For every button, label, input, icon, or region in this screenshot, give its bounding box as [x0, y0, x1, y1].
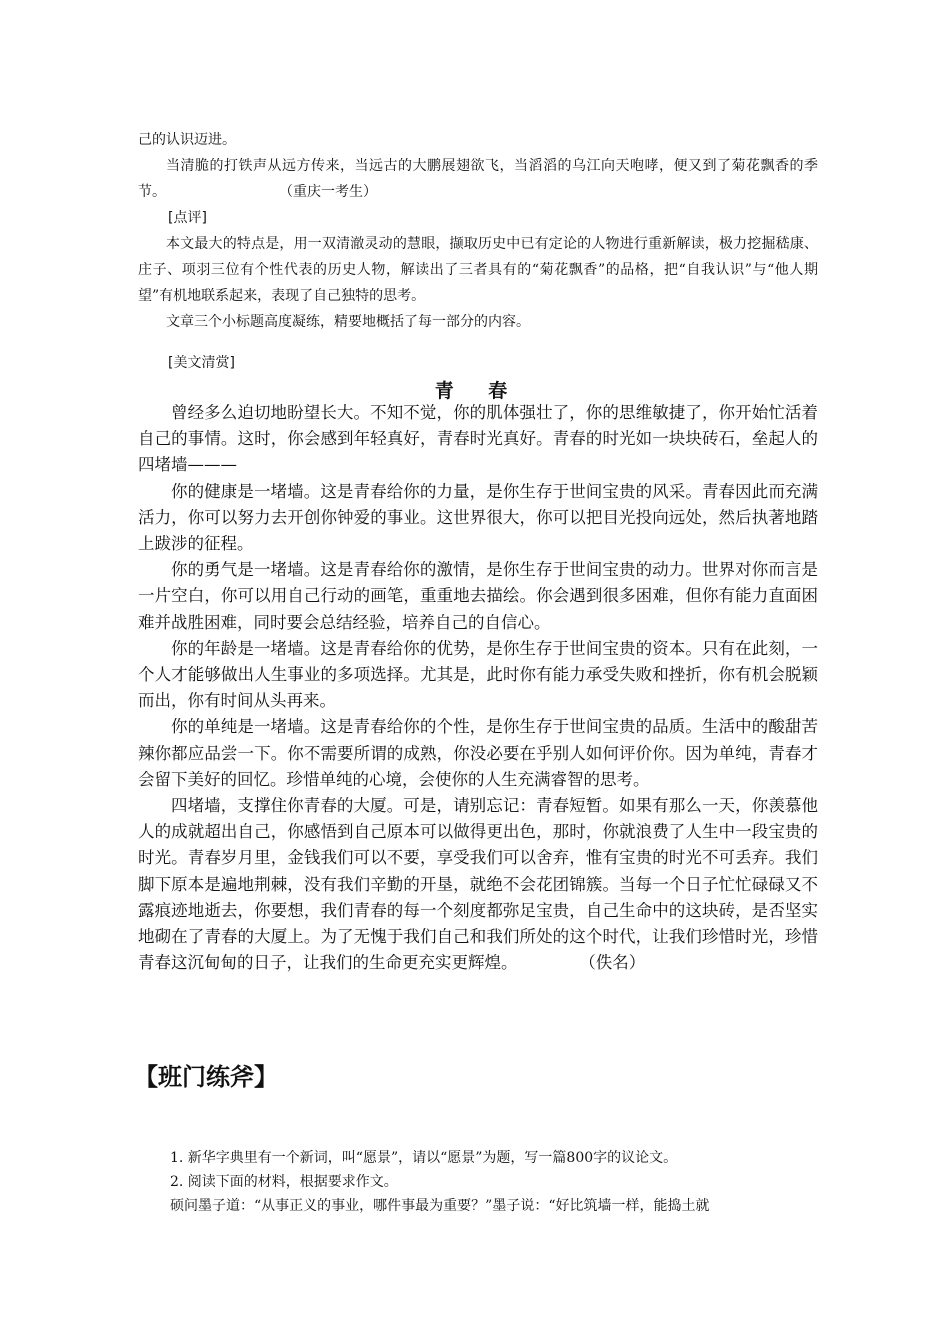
essay-paragraph: 你的年龄是一堵墙。这是青春给你的优势，是你生存于世间宝贵的资本。只有在此刻，一个人才能够做出人生事业的多项选择。尤其是，此时你有能力承受失败和挫折，你有机会脱颖而出，你有时间从头再来。 [138, 638, 818, 711]
comment-paragraph-1: 本文最大的特点是，用一双清澈灵动的慧眼，撷取历史中已有定论的人物进行重新解读，极力挖掘嵇康、庄子、项羽三位有个性代表的历史人物，解读出了三者具有的“菊花飘香”的品格，把“自我认识”与“他人期望”有机地联系起来，表现了自己独特的思考。 [138, 236, 818, 304]
essay-paragraph-text: 四堵墙，支撑住你青春的大厦。可是，请别忘记：青春短暂。如果有那么一天，你羡慕他人的成就超出自己，你感悟到自己原本可以做得更出色，那时，你就浪费了人生中一段宝贵的时光。青春岁月里，金钱我们可以不要，享受我们可以舍弃，惟有宝贵的时光不可丢弃。我们脚下原本是遍地荆棘，没有我们辛勤的开垦，就绝不会花团锦簇。当每一个日子忙忙碌碌又不露痕迹地逝去，你要想，我们青春的每一个刻度都弥足宝贵，自己生命中的这块砖，是否坚实地砌在了青春的大厦上。为了无愧于我们自己和我们所处的这个时代，让我们珍惜时光，珍惜青春这沉甸甸的日子，让我们的生命更充实更辉煌。 [138, 796, 818, 973]
appreciation-section [138, 350, 818, 376]
practice-items [170, 1146, 820, 1218]
essay-paragraph: 曾经多么迫切地盼望长大。不知不觉，你的肌体强壮了，你的思维敏捷了，你开始忙活着自己的事情。这时，你会感到年轻真好，青春时光真好。青春的时光如一块块砖石，垒起人的四堵墙——— [138, 403, 818, 475]
practice-heading: 【班门练斧】 [134, 1063, 278, 1091]
essay-paragraph: 你的勇气是一堵墙。这是青春给你的激情，是你生存于世间宝贵的动力。世界对你而言是一片空白，你可以用自己行动的画笔，重重地去描绘。你会遇到很多困难，但你有能力直面困难并战胜困难，同时要会总结经验，培养自己的自信心。 [138, 560, 818, 632]
essay-paragraph: 你的单纯是一堵墙。这是青春给你的个性，是你生存于世间宝贵的品质。生活中的酸甜苦辣你都应品尝一下。你不需要所谓的成熟，你没必要在乎别人如何评价你。因为单纯，青春才会留下美好的回忆。珍惜单纯的心境，会使你的人生充满睿智的思考。 [138, 717, 818, 789]
practice-item-2: 2. 阅读下面的材料，根据要求作文。 [170, 1174, 398, 1190]
previous-essay-source: （重庆一考生） [286, 184, 377, 200]
essay-title: 青 春 [434, 380, 522, 402]
practice-section [134, 1057, 814, 1092]
previous-essay-text: 当清脆的打铁声从远方传来，当远古的大鹏展翅欲飞，当滔滔的乌江向天咆哮，便又到了菊花飘香的季节。 [138, 158, 818, 200]
essay-paragraph: 你的健康是一堵墙。这是青春给你的力量，是你生存于世间宝贵的风采。青春因此而充满活力，你可以努力去开创你钟爱的事业。这世界很大，你可以把目光投向远处，然后执著地踏上跋涉的征程。 [138, 481, 818, 554]
comment-paragraph-2: 文章三个小标题高度凝练，精要地概括了每一部分的内容。 [166, 314, 530, 330]
appreciation-label: [美文清赏] [168, 355, 235, 371]
previous-essay-ending [138, 127, 818, 205]
previous-essay-paragraph [138, 153, 818, 205]
essay-body [138, 400, 818, 976]
comment-section [138, 205, 818, 335]
practice-item-1: 1. 新华字典里有一个新词，叫“愿景”，请以“愿景”为题，写一篇800字的议论文。 [170, 1150, 678, 1166]
practice-material: 硕问墨子道：“从事正义的事业，哪件事最为重要？”墨子说：“好比筑墙一样，能捣土就 [170, 1198, 710, 1214]
essay-source: （佚名） [587, 953, 646, 973]
previous-essay-line: 己的认识迈进。 [138, 132, 236, 148]
comment-label: [点评] [168, 210, 207, 226]
essay-paragraph [138, 793, 818, 976]
